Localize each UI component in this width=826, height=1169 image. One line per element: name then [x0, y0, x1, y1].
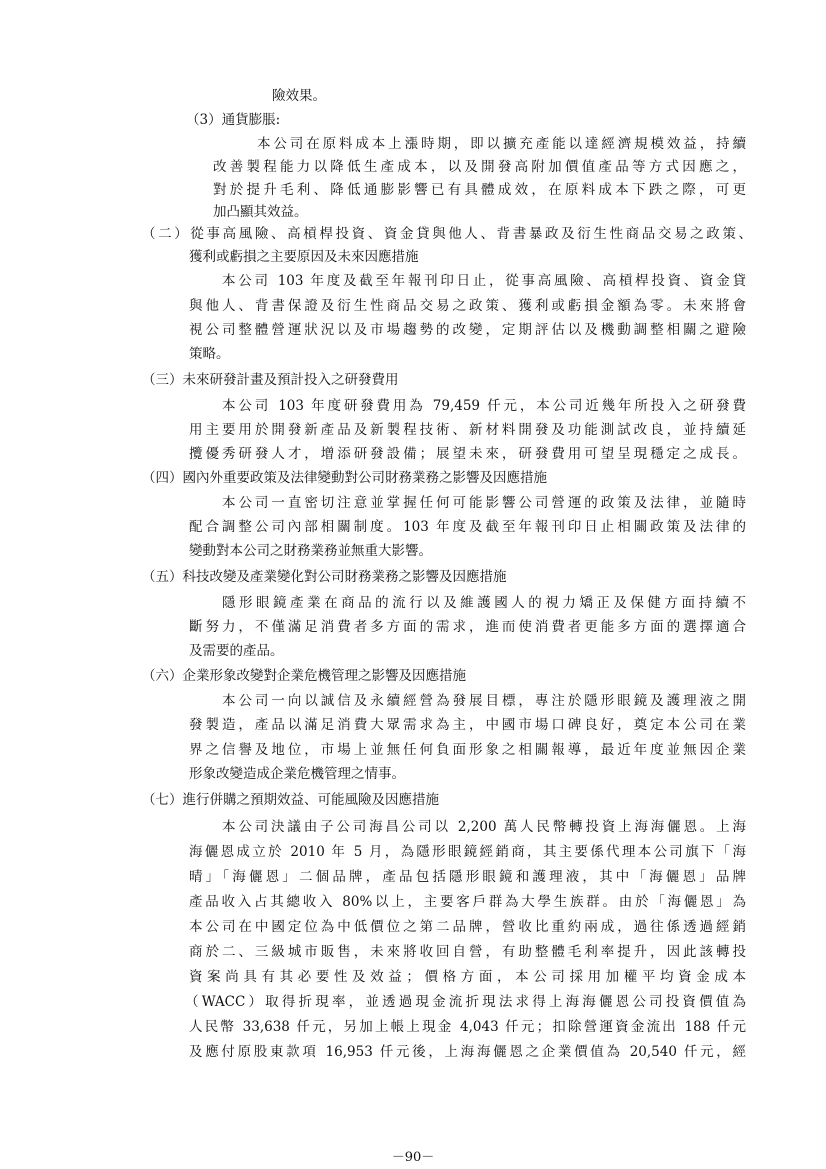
- text-line: 本公司 103 年度及截至年報刊印日止，從事高風險、高槓桿投資、資金貸: [222, 273, 746, 289]
- section-heading: （二）從事高風險、高槓桿投資、資金貸與他人、背書暴政及衍生性商品交易之政策、: [142, 226, 752, 242]
- subsection-heading: （3）通貨膨脹:: [186, 112, 281, 128]
- text-line: 攬優秀研發人才，增添研發設備；展望未來，研發費用可望呈現穩定之成長。: [189, 446, 746, 462]
- section-heading: （七）進行併購之預期效益、可能風險及因應措施: [142, 792, 439, 808]
- text-line: 本公司 103 年度研發費用為 79,459 仟元，本公司近幾年所投入之研發費: [222, 398, 746, 414]
- text-line: 產品收入占其總收入 80%以上，主要客戶群為大學生族群。由於「海儷恩」為: [189, 894, 746, 910]
- text-line: 隱形眼鏡產業在商品的流行以及維護國人的視力矯正及保健方面持續不: [222, 595, 746, 611]
- text-line: 資案尚具有其必要性及效益；價格方面，本公司採用加權平均資金成本: [189, 969, 746, 985]
- text-line: 商於二、三級城市販售，未來將收回自營，有助整體毛利率提升，因此該轉投: [189, 944, 746, 960]
- text-line: 及需要的產品。: [189, 643, 284, 659]
- text-line: （WACC）取得折現率，並透過現金流折現法求得上海海儷恩公司投資價值為: [185, 994, 746, 1010]
- text-line: 海儷恩成立於 2010 年 5 月，為隱形眼鏡經銷商，其主要係代理本公司旗下「海: [189, 844, 746, 860]
- section-heading: （五）科技改變及產業變化對公司財務業務之影響及因應措施: [142, 569, 507, 585]
- text-line: 險效果。: [272, 88, 326, 104]
- text-line: 本公司在原料成本上漲時期，即以擴充產能以達經濟規模效益，持續: [257, 136, 746, 152]
- text-line: 視公司整體營運狀況以及市場趨勢的改變，定期評估以及機動調整相關之避險: [189, 322, 746, 338]
- section-heading: （三）未來研發計畫及預計投入之研發費用: [142, 372, 399, 388]
- text-line: 本公司決議由子公司海昌公司以 2,200 萬人民幣轉投資上海海儷恩。上海: [222, 819, 746, 835]
- text-line: 本公司一向以誠信及永續經營為發展目標，專注於隱形眼鏡及護理液之開: [222, 693, 746, 709]
- text-line: 晴」「海儷恩」二個品牌，產品包括隱形眼鏡和護理液，其中「海儷恩」品牌: [189, 869, 746, 885]
- text-line: 改善製程能力以降低生產成本，以及開發高附加價值產品等方式因應之，: [213, 159, 746, 175]
- text-line: 本公司一直密切注意並掌握任何可能影響公司營運的政策及法律，並隨時: [222, 495, 746, 511]
- text-line: 加凸顯其效益。: [213, 204, 308, 220]
- text-line: 用主要用於開發新產品及新製程技術、新材料開發及功能測試改良，並持續延: [189, 422, 746, 438]
- section-heading: （四）國內外重要政策及法律變動對公司財務業務之影響及因應措施: [142, 470, 547, 486]
- text-line: 及應付原股東款項 16,953 仟元後，上海海儷恩之企業價值為 20,540 仟元，經: [189, 1044, 746, 1060]
- text-line: 形象改變造成企業危機管理之情事。: [189, 766, 405, 782]
- text-line: 本公司在中國定位為中低價位之第二品牌，營收比重約兩成，過往係透過經銷: [189, 919, 746, 935]
- text-line: 界之信譽及地位，市場上並無任何負面形象之相關報導，最近年度並無因企業: [189, 742, 746, 758]
- text-line: 策略。: [189, 346, 230, 362]
- text-line: 配合調整公司內部相關制度。103 年度及截至年報刊印日止相關政策及法律的: [189, 519, 746, 535]
- text-line: 斷努力，不僅滿足消費者多方面的需求，進而使消費者更能多方面的選擇適合: [189, 619, 746, 635]
- text-line: 人民幣 33,638 仟元，另加上帳上現金 4,043 仟元；扣除營運資金流出 188 仟元: [189, 1019, 746, 1035]
- section-heading: （六）企業形象改變對企業危機管理之影響及因應措施: [142, 668, 466, 684]
- text-line: 與他人、背書保證及衍生性商品交易之政策、獲利或虧損金額為零。未來將會: [189, 298, 746, 314]
- section-heading-cont: 獲利或虧損之主要原因及未來因應措施: [189, 249, 419, 265]
- text-line: 發製造，產品以滿足消費大眾需求為主，中國市場口碑良好，奠定本公司在業: [189, 717, 746, 733]
- text-line: 對於提升毛利、降低通膨影響已有具體成效，在原料成本下跌之際，可更: [213, 182, 746, 198]
- page-number: －90－: [391, 1150, 435, 1165]
- text-line: 變動對本公司之財務業務並無重大影響。: [189, 543, 432, 559]
